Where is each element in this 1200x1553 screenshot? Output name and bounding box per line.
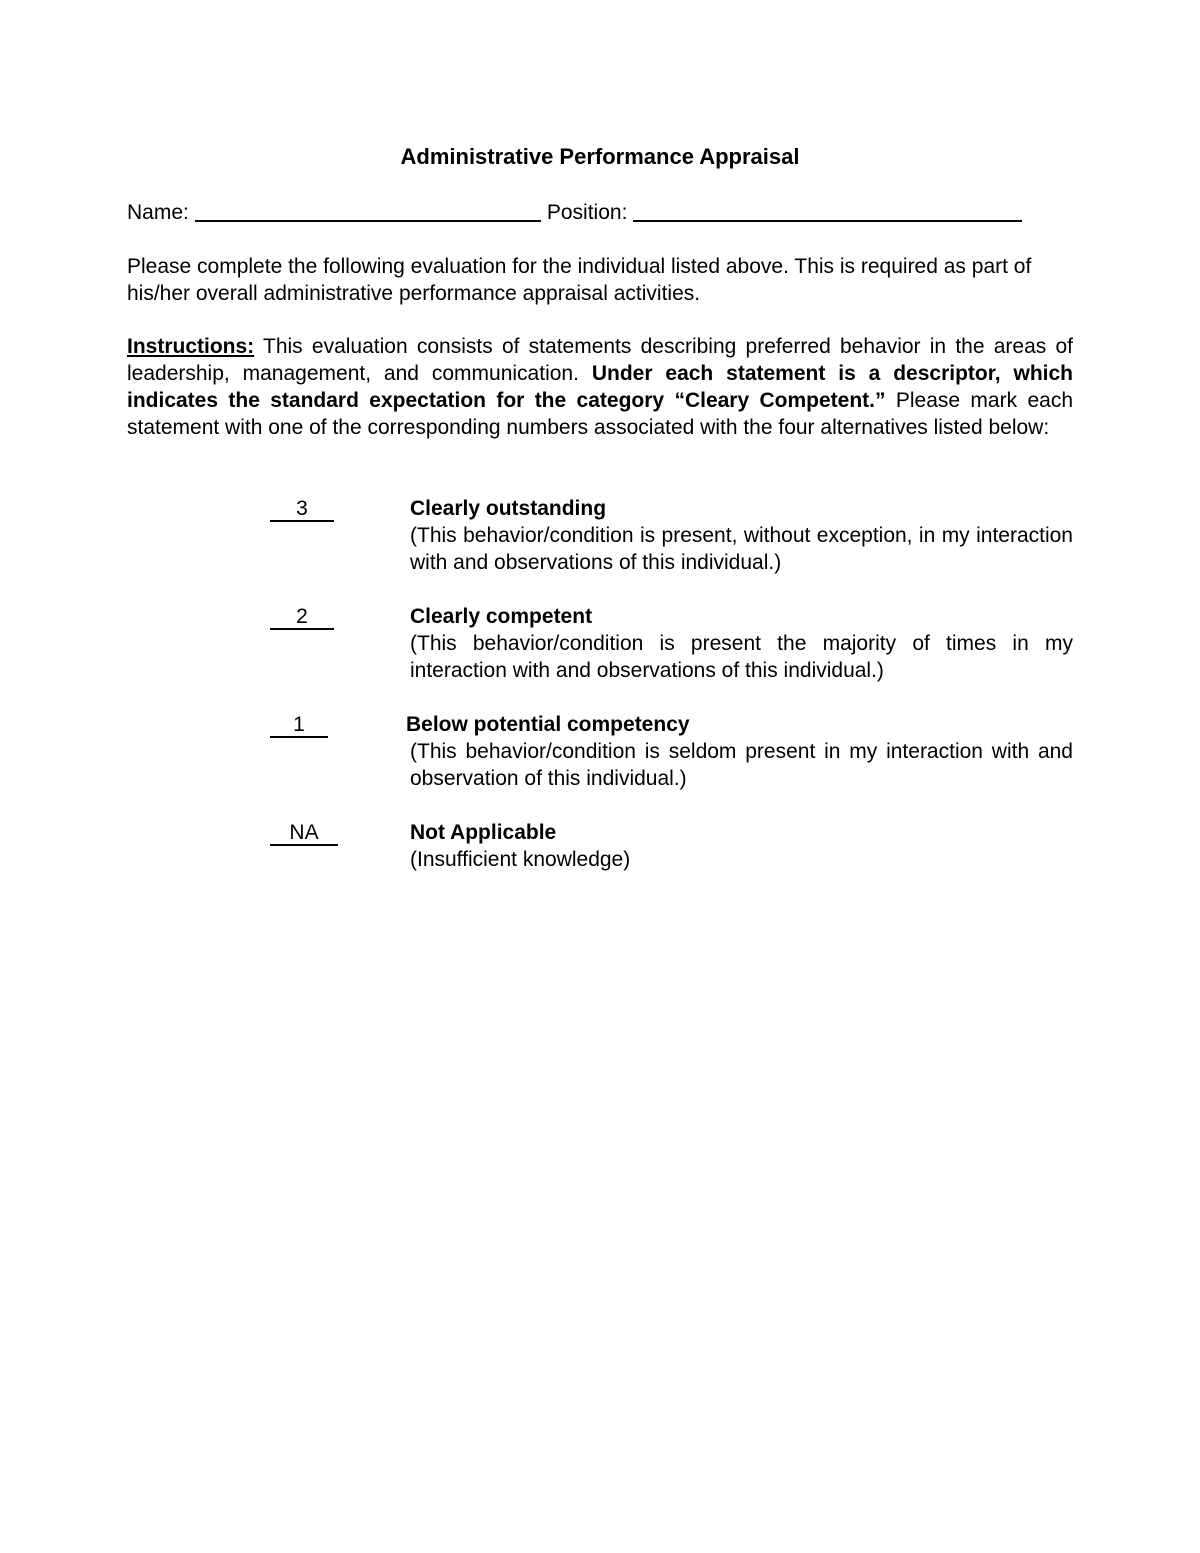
instructions-heading: Instructions: [127, 335, 255, 358]
header-fields [127, 197, 1022, 228]
page-title: Administrative Performance Appraisal [400, 144, 800, 169]
name-label: Name: [127, 201, 189, 224]
scale-label: Clearly competent [410, 605, 593, 628]
scale-score: 1 [270, 711, 328, 738]
scale-label: Clearly outstanding [410, 497, 607, 520]
position-label: Position: [546, 201, 628, 224]
instructions-text-1: This evaluation consists of statements describing preferred behavior in the areas of leadership, management, and communication. [127, 335, 1073, 385]
position-field-line[interactable] [633, 200, 1022, 222]
scale-description: (This behavior/condition is seldom present in my interaction with and observation of this individual.) [410, 740, 1073, 790]
intro-paragraph: Please complete the following evaluation for the individual listed above. This is required as part of his/her overall administrative performance appraisal activities. [127, 255, 1032, 305]
scale-description: (Insufficient knowledge) [410, 848, 631, 871]
instructions-bold-text: Under each statement is a descriptor, which indicates the standard expectation for the category “Cleary Competent.” [127, 362, 1073, 412]
name-field-line[interactable] [195, 200, 541, 222]
instructions-text-2: Please mark each statement with one of the corresponding numbers associated with the four alternatives listed below: [127, 389, 1073, 439]
scale-description: (This behavior/condition is present, without exception, in my interaction with and observations of this individual.) [410, 524, 1073, 574]
scale-description: (This behavior/condition is present the majority of times in my interaction with and observations of this individual.) [410, 632, 1073, 682]
scale-score: NA [270, 819, 338, 846]
instructions-paragraph [127, 333, 1073, 441]
scale-score: 3 [270, 495, 334, 522]
scale-score: 2 [270, 603, 334, 630]
scale-label: Below potential competency [406, 713, 690, 736]
scale-label: Not Applicable [410, 821, 557, 844]
